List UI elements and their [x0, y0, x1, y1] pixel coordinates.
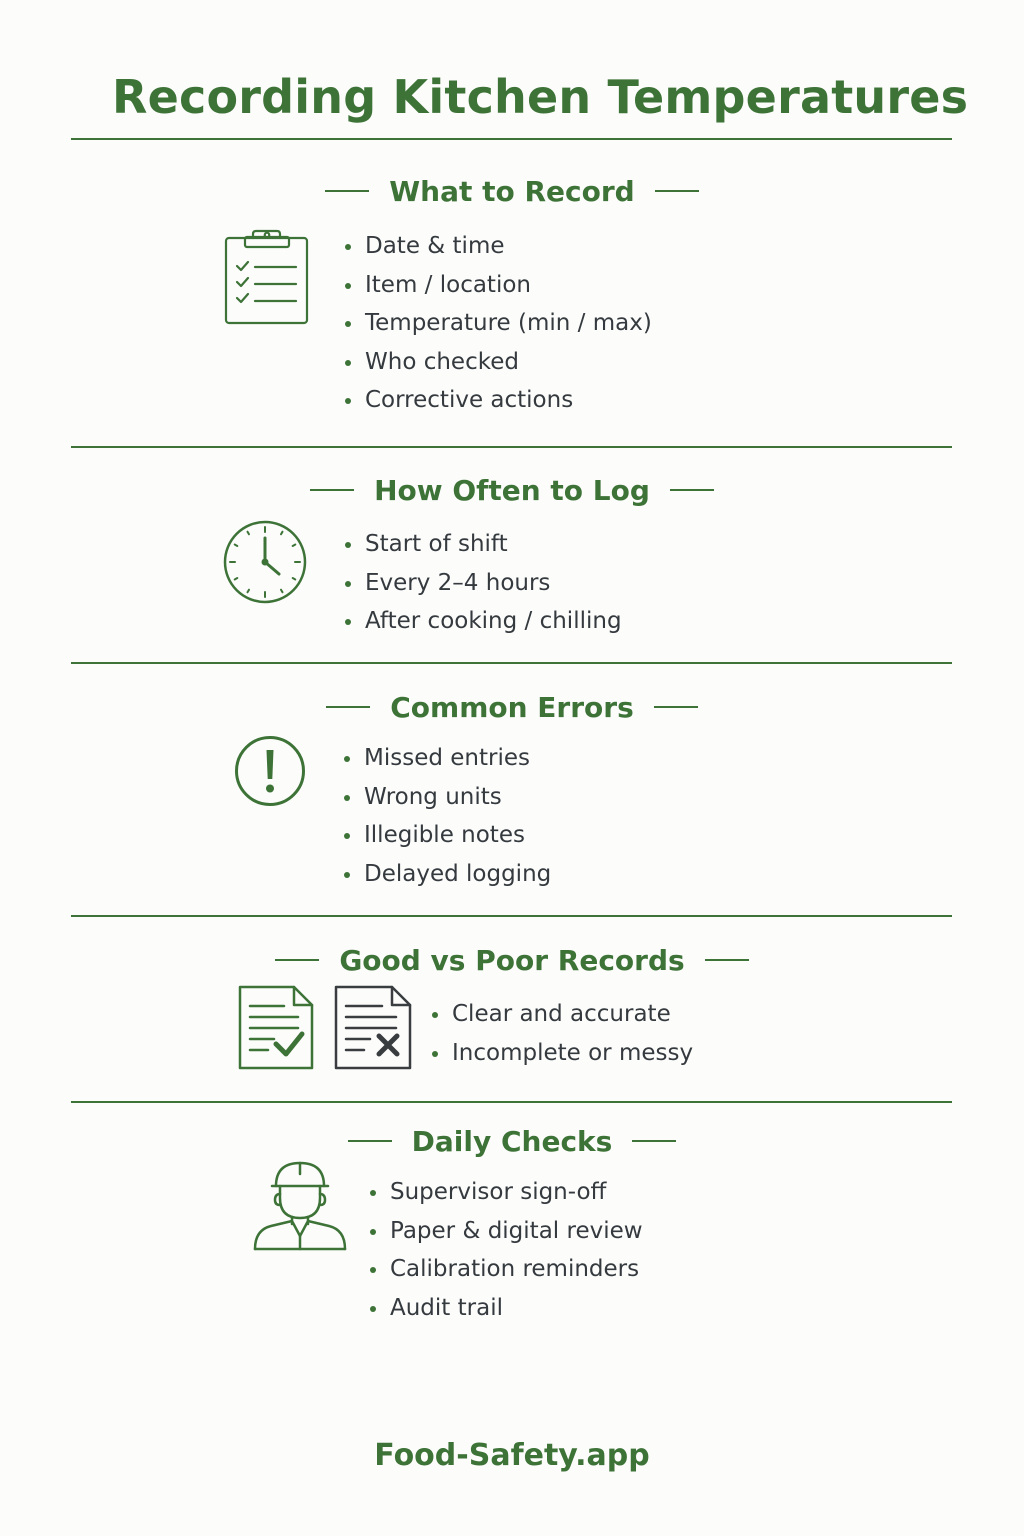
section-divider: [71, 446, 952, 448]
how-often-list: [345, 525, 622, 641]
heading-dash-left: [325, 190, 369, 192]
section-title: Good vs Poor Records: [339, 943, 685, 977]
daily-checks-list: [370, 1173, 643, 1327]
list-item: Clear and accurate: [432, 995, 693, 1034]
heading-dash-right: [654, 706, 698, 708]
list-item: Audit trail: [370, 1289, 643, 1328]
list-item: Wrong units: [344, 778, 551, 817]
list-item: Corrective actions: [345, 381, 652, 420]
section-heading-daily-checks: [0, 1121, 1024, 1161]
section-heading-common-errors: [0, 687, 1024, 727]
list-item: Illegible notes: [344, 816, 551, 855]
section-heading-what-to-record: [0, 171, 1024, 211]
clock-icon: [222, 519, 308, 605]
exclamation-circle-icon: [233, 734, 307, 808]
document-check-icon: [238, 984, 316, 1072]
list-item: Item / location: [345, 266, 652, 305]
heading-dash-right: [705, 959, 749, 961]
list-item: Every 2–4 hours: [345, 564, 622, 603]
title-divider: [71, 138, 952, 140]
section-divider: [71, 662, 952, 664]
list-item: After cooking / chilling: [345, 602, 622, 641]
what-to-record-list: [345, 227, 652, 420]
heading-dash-left: [275, 959, 319, 961]
list-item: Incomplete or messy: [432, 1034, 693, 1073]
heading-dash-right: [632, 1140, 676, 1142]
section-title: Common Errors: [390, 690, 634, 724]
list-item: Supervisor sign-off: [370, 1173, 643, 1212]
section-heading-how-often: [0, 470, 1024, 510]
clipboard-checklist-icon: [222, 228, 312, 328]
heading-dash-right: [670, 489, 714, 491]
list-item: Date & time: [345, 227, 652, 266]
heading-dash-left: [326, 706, 370, 708]
list-item: Paper & digital review: [370, 1212, 643, 1251]
list-item: Calibration reminders: [370, 1250, 643, 1289]
list-item: Temperature (min / max): [345, 304, 652, 343]
document-x-icon: [334, 984, 414, 1072]
supervisor-person-icon: [251, 1160, 351, 1252]
section-divider: [71, 1101, 952, 1103]
list-item: Missed entries: [344, 739, 551, 778]
section-heading-good-vs-poor: [0, 940, 1024, 980]
good-vs-poor-list: [432, 995, 693, 1072]
common-errors-list: [344, 739, 551, 893]
list-item: Who checked: [345, 343, 652, 382]
footer-brand: Food-Safety.app: [374, 1438, 650, 1473]
list-item: Delayed logging: [344, 855, 551, 894]
heading-dash-left: [348, 1140, 392, 1142]
heading-dash-right: [655, 190, 699, 192]
heading-dash-left: [310, 489, 354, 491]
section-title: Daily Checks: [411, 1124, 613, 1158]
list-item: Start of shift: [345, 525, 622, 564]
section-title: How Often to Log: [374, 473, 650, 507]
section-divider: [71, 915, 952, 917]
page-title: Recording Kitchen Temperatures: [112, 70, 969, 124]
section-title: What to Record: [389, 174, 635, 208]
